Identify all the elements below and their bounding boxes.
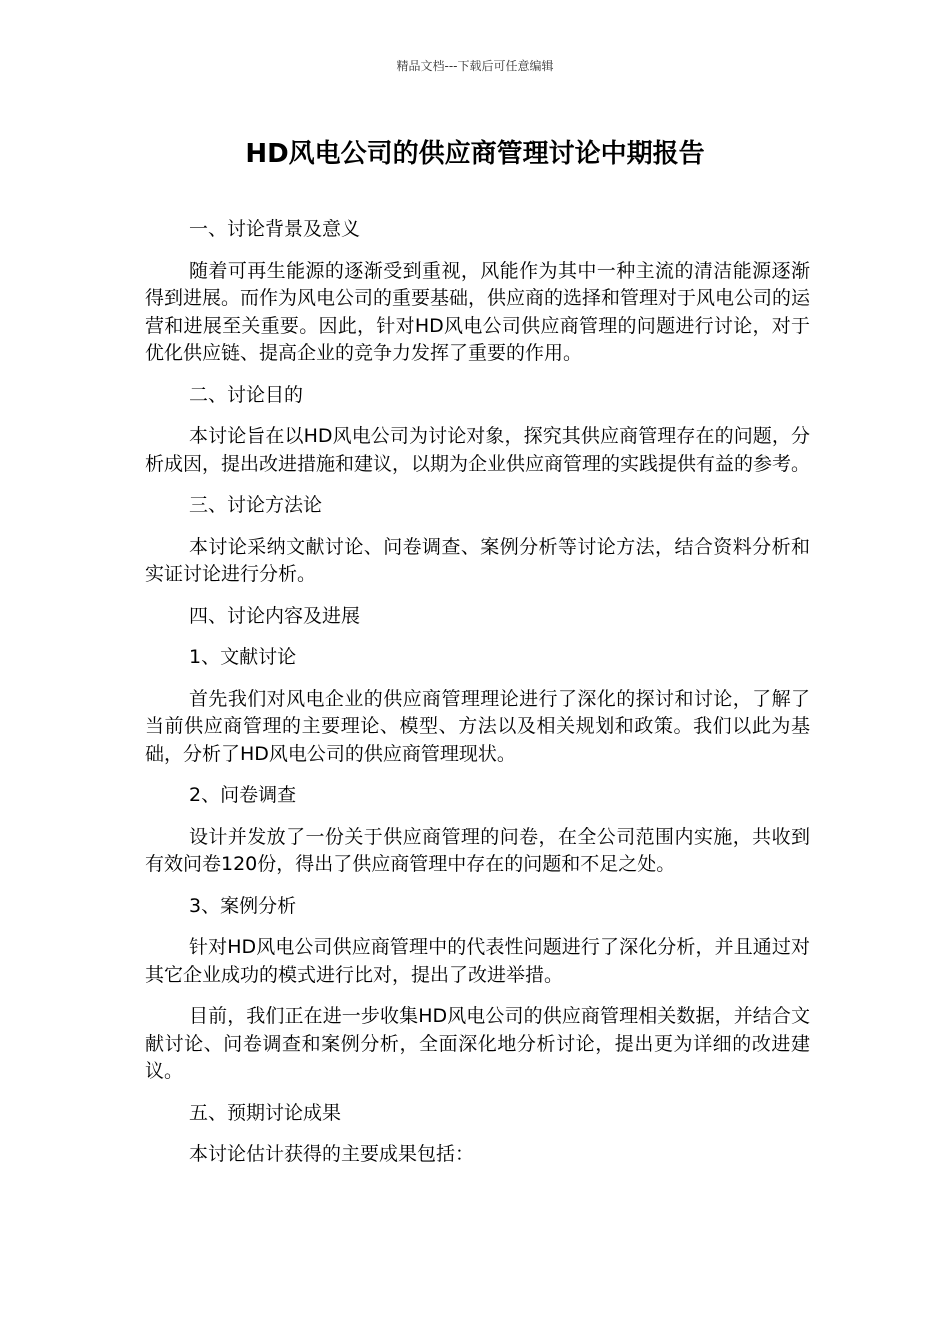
subsection-heading-case-analysis: 3、案例分析 xyxy=(189,894,297,917)
section-heading-background: 一、讨论背景及意义 xyxy=(189,218,361,240)
section-heading-purpose: 二、讨论目的 xyxy=(189,383,304,406)
header-note: 精品文档---下载后可任意编辑 xyxy=(396,59,554,73)
subsection-heading-survey: 2、问卷调查 xyxy=(189,784,297,806)
section-heading-methodology: 三、讨论方法论 xyxy=(189,494,323,516)
subsection-heading-literature: 1、文献讨论 xyxy=(189,646,297,668)
document-body xyxy=(145,216,810,1183)
paragraph-literature: 首先我们对风电企业的供应商管理理论进行了深化的探讨和讨论，了解了当前供应商管理的主要理论、模型、方法以及相关规划和政策。我们以此为基础，分析了HD风电公司的供应商管理现状。 xyxy=(145,687,810,765)
paragraph-methodology: 本讨论采纳文献讨论、问卷调查、案例分析等讨论方法，结合资料分析和实证讨论进行分析。 xyxy=(145,535,810,585)
paragraph-survey: 设计并发放了一份关于供应商管理的问卷，在全公司范围内实施，共收到有效问卷120份，得出了供应商管理中存在的问题和不足之处。 xyxy=(145,825,810,875)
paragraph-expected-results: 本讨论估计获得的主要成果包括： xyxy=(189,1143,475,1165)
document-title: HD风电公司的供应商管理讨论中期报告 xyxy=(245,139,705,169)
section-heading-expected-results: 五、预期讨论成果 xyxy=(189,1101,342,1124)
paragraph-background: 随着可再生能源的逐渐受到重视，风能作为其中一种主流的清洁能源逐渐得到进展。而作为风电公司的重要基础，供应商的选择和管理对于风电公司的运营和进展至关重要。因此，针对HD风电公司供应商管理的问题进行讨论，对于优化供应链、提高企业的竞争力发挥了重要的作用。 xyxy=(145,259,811,364)
paragraph-current-progress: 目前，我们正在进一步收集HD风电公司的供应商管理相关数据，并结合文献讨论、问卷调查和案例分析，全面深化地分析讨论，提出更为详细的改进建议。 xyxy=(145,1005,810,1082)
paragraph-purpose: 本讨论旨在以HD风电公司为讨论对象，探究其供应商管理存在的问题，分析成因，提出改进措施和建议，以期为企业供应商管理的实践提供有益的参考。 xyxy=(145,425,811,475)
paragraph-case-analysis: 针对HD风电公司供应商管理中的代表性问题进行了深化分析，并且通过对其它企业成功的模式进行比对，提出了改进举措。 xyxy=(145,936,810,986)
section-heading-content-progress: 四、讨论内容及进展 xyxy=(189,604,361,627)
